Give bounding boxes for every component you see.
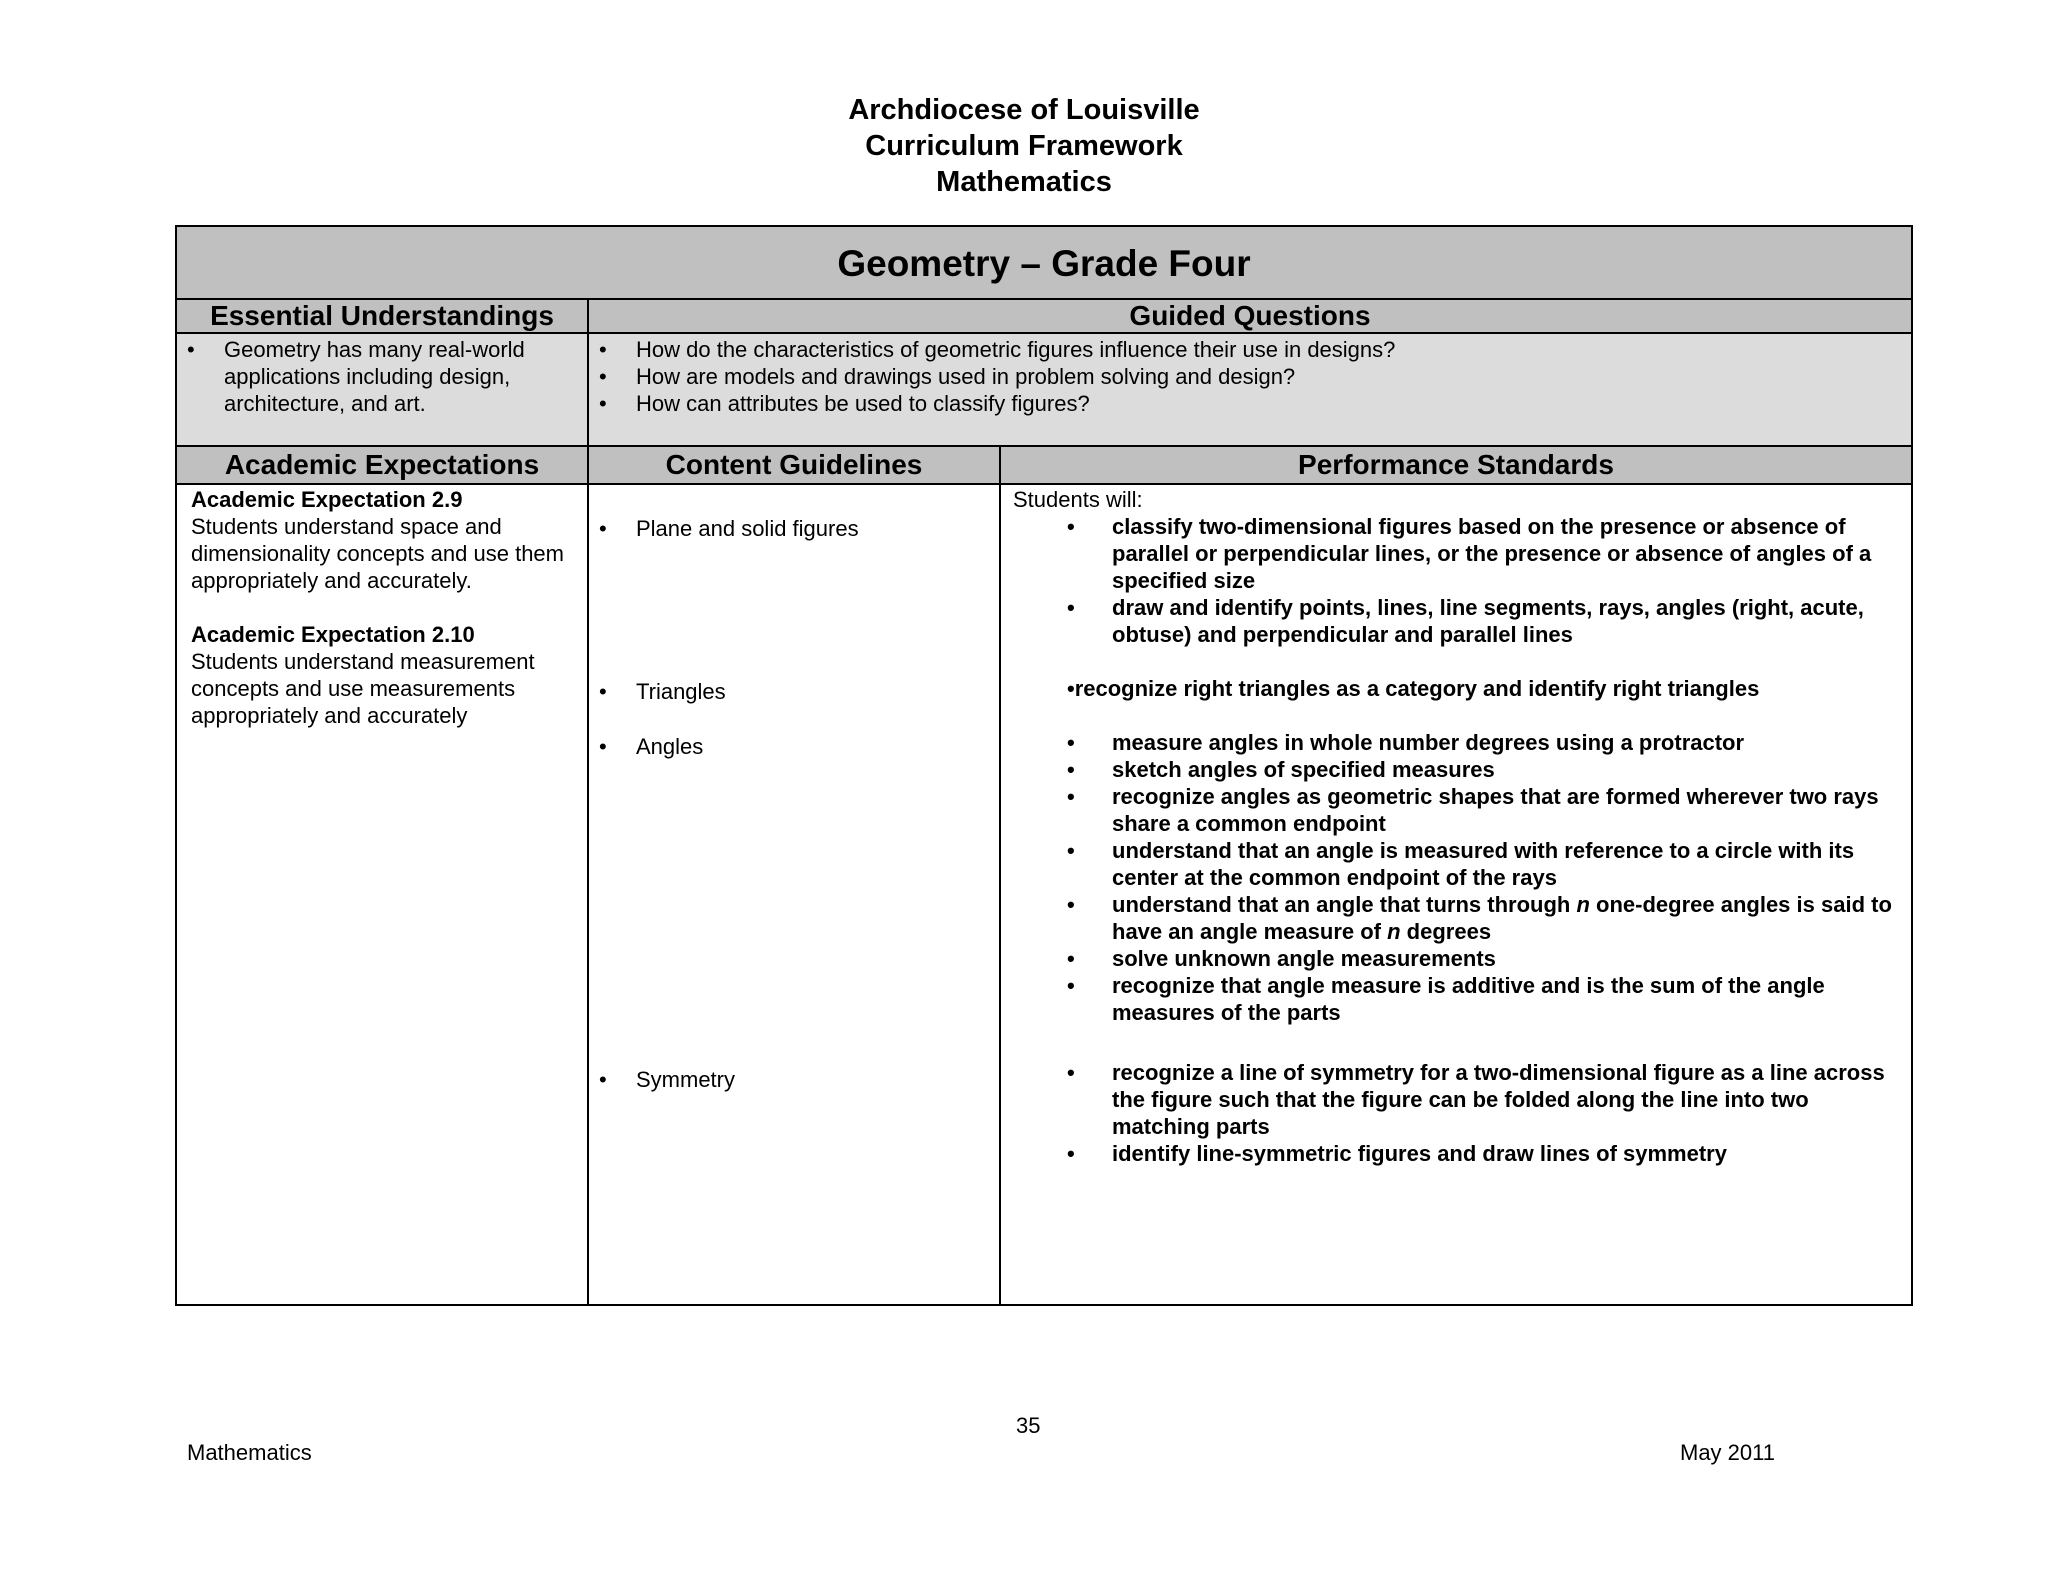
performance-item: • classify two-dimensional figures based on the presence or absence of parallel or perpendicular lines, or the presence or absence of angles of a specified size	[1013, 513, 1903, 594]
academic-expectations-cell	[191, 486, 581, 729]
performance-item: • recognize angles as geometric shapes that are formed wherever two rays share a common endpoint	[1013, 783, 1903, 837]
performance-list-symmetry	[1013, 1059, 1903, 1167]
guided-questions-cell	[589, 334, 1911, 447]
curriculum-table	[175, 225, 1913, 1306]
performance-item: • recognize that angle measure is additive and is the sum of the angle measures of the parts	[1013, 972, 1903, 1026]
table-title: Geometry – Grade Four	[177, 227, 1911, 300]
content-guideline-item	[589, 733, 989, 760]
column-divider	[999, 447, 1001, 1304]
header-framework: Curriculum Framework	[865, 130, 1183, 162]
header-content-guidelines: Content Guidelines	[589, 447, 999, 485]
performance-item: • solve unknown angle measurements	[1013, 945, 1903, 972]
guided-questions-list	[589, 336, 1901, 417]
turn-text-before: understand that an angle that turns through	[1112, 892, 1577, 917]
performance-item-triangles: •recognize right triangles as a category and identify right triangles	[1067, 676, 1760, 701]
academic-expectation-title: Academic Expectation 2.9	[191, 487, 463, 512]
guided-question-item: • How can attributes be used to classify figures?	[589, 390, 1901, 417]
performance-item: • identify line-symmetric figures and draw lines of symmetry	[1013, 1140, 1903, 1167]
academic-expectation-title: Academic Expectation 2.10	[191, 622, 475, 647]
footer-date: May 2011	[1680, 1440, 1775, 1465]
essential-list	[177, 336, 577, 417]
performance-item: • understand that an angle is measured with reference to a circle with its center at the common endpoint of the rays	[1013, 837, 1903, 891]
content-guideline-item	[589, 678, 989, 705]
content-guideline-label: • Angles	[589, 733, 989, 760]
page-number: 35	[1016, 1413, 1041, 1438]
column-divider	[587, 300, 589, 1304]
content-guideline-label: • Triangles	[589, 678, 989, 705]
turn-text-after: degrees	[1400, 919, 1492, 944]
header-organization: Archdiocese of Louisville	[848, 94, 1200, 126]
header-guided-questions: Guided Questions	[589, 300, 1911, 334]
performance-item: • sketch angles of specified measures	[1013, 756, 1903, 783]
performance-intro: Students will:	[1013, 487, 1143, 512]
performance-list-angles	[1013, 729, 1903, 1026]
header-essential-understandings: Essential Understandings	[177, 300, 587, 334]
guided-question-item: • How are models and drawings used in problem solving and design?	[589, 363, 1901, 390]
variable-n: n	[1387, 919, 1401, 944]
performance-item: • draw and identify points, lines, line segments, rays, angles (right, acute, obtuse) and perpendicular and parallel lines	[1013, 594, 1903, 648]
essential-item: • Geometry has many real-world applications including design, architecture, and art.	[177, 336, 577, 417]
content-guideline-item	[589, 1066, 989, 1093]
header-performance-standards: Performance Standards	[1001, 447, 1911, 485]
content-guideline-label: • Plane and solid figures	[589, 515, 989, 542]
content-guideline-item	[589, 515, 989, 542]
variable-n: n	[1576, 892, 1590, 917]
academic-expectation-text: Students understand space and dimensionality concepts and use them appropriately and accurately.	[191, 514, 564, 593]
footer-subject: Mathematics	[187, 1440, 312, 1465]
performance-item: • recognize a line of symmetry for a two-dimensional figure as a line across the figure such that the figure can be folded along the line into two matching parts	[1013, 1059, 1903, 1140]
essential-understandings-cell	[177, 334, 587, 447]
document-header	[0, 92, 2048, 200]
performance-standards-cell	[1013, 486, 1903, 1167]
academic-expectation	[191, 486, 581, 594]
content-guideline-label: • Symmetry	[589, 1066, 989, 1093]
header-academic-expectations: Academic Expectations	[177, 447, 587, 485]
academic-expectation-text: Students understand measurement concepts and use measurements appropriately and accurately	[191, 649, 535, 728]
turn-text-middle: one-degree angles is said to have an angle measure of	[1112, 892, 1892, 944]
header-subject: Mathematics	[936, 166, 1112, 198]
academic-expectation	[191, 621, 581, 729]
guided-question-item: • How do the characteristics of geometric figures influence their use in designs?	[589, 336, 1901, 363]
performance-list-figures	[1013, 513, 1903, 648]
performance-item-angle-turns	[1013, 891, 1903, 945]
performance-item: • measure angles in whole number degrees using a protractor	[1013, 729, 1903, 756]
